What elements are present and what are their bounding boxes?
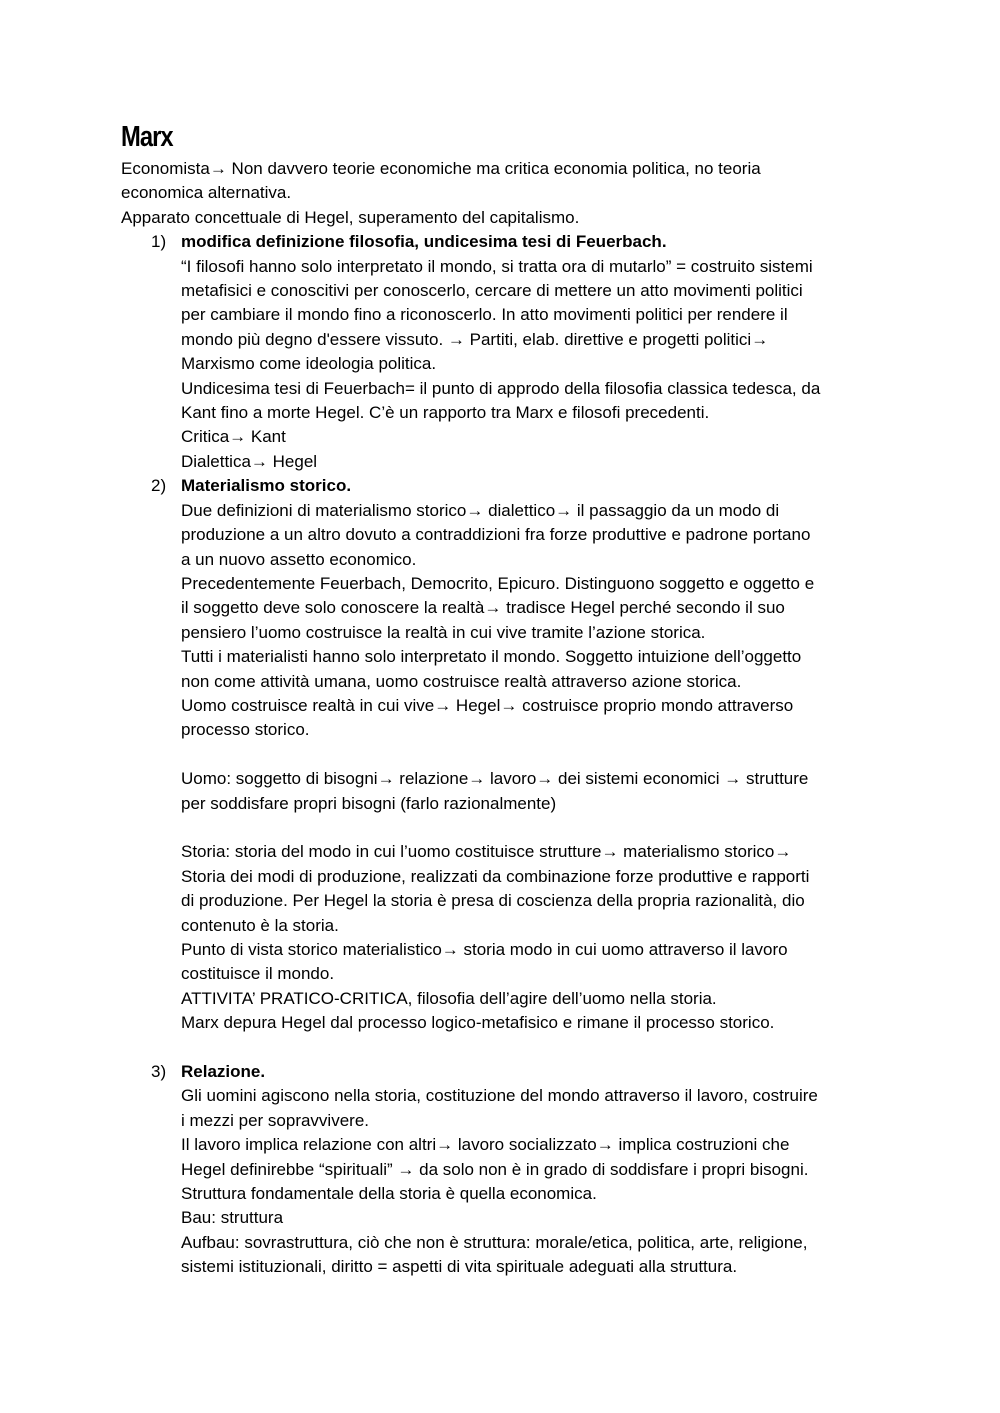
blank-line xyxy=(181,1036,881,1060)
body-line: Struttura fondamentale della storia è quella economica. xyxy=(181,1184,597,1204)
body-line: Storia dei modi di produzione, realizzati da combinazione forze produttive e rapporti xyxy=(181,866,810,886)
list-item-heading: Relazione. xyxy=(181,1061,266,1081)
document-title: Marx xyxy=(121,121,173,153)
body-line: produzione a un altro dovuto a contraddizioni fra forze produttive e padrone portano xyxy=(181,525,811,545)
body-line: “I filosofi hanno solo interpretato il mondo, si tratta ora di mutarlo” = costruito sistemi xyxy=(181,256,813,276)
intro-line: Economista→ Non davvero teorie economiche ma critica economia politica, no teoria xyxy=(121,159,761,178)
list-item xyxy=(121,230,881,474)
numbered-list xyxy=(121,230,881,1279)
body-line: non come attività umana, uomo costruisce realtà attraverso azione storica. xyxy=(181,671,742,691)
body-line: ATTIVITA’ PRATICO-CRITICA, filosofia dell’agire dell’uomo nella storia. xyxy=(181,988,717,1008)
list-item xyxy=(121,474,881,1060)
body-line: sistemi istituzionali, diritto = aspetti di vita spirituale adeguati alla struttura. xyxy=(181,1257,738,1277)
body-line: Critica→ Kant xyxy=(181,427,286,447)
body-line: Punto di vista storico materialistico→ storia modo in cui uomo attraverso il lavoro xyxy=(181,939,788,959)
body-line: metafisici e conoscitivi per conoscerlo, cercare di mettere un atto movimenti politici xyxy=(181,281,803,301)
body-line: pensiero l’uomo costruisce la realtà in cui vive tramite l’azione storica. xyxy=(181,622,706,642)
blank-line xyxy=(181,816,881,840)
list-item-heading: modifica definizione filosofia, undicesima tesi di Feuerbach. xyxy=(181,232,667,252)
body-line: per cambiare il mondo fino a riconoscerlo. In atto movimenti politici per rendere il xyxy=(181,305,788,325)
body-line: Bau: struttura xyxy=(181,1208,284,1228)
list-item xyxy=(121,1060,881,1280)
intro-line: Apparato concettuale di Hegel, superamento del capitalismo. xyxy=(121,207,580,227)
body-line: Kant fino a morte Hegel. C’è un rapporto tra Marx e filosofi precedenti. xyxy=(181,403,710,423)
document-page xyxy=(121,117,881,1280)
body-line: costituisce il mondo. xyxy=(181,964,335,984)
body-line: a un nuovo assetto economico. xyxy=(181,549,417,569)
body-line: Dialettica→ Hegel xyxy=(181,451,318,471)
body-line: Aufbau: sovrastruttura, ciò che non è struttura: morale/etica, politica, arte, religione, xyxy=(181,1232,808,1252)
body-line: Storia: storia del modo in cui l’uomo costituisce strutture→ materialismo storico→ xyxy=(181,842,792,862)
body-line: il soggetto deve solo conoscere la realtà→ tradisce Hegel perché secondo il suo xyxy=(181,598,785,618)
body-line: Il lavoro implica relazione con altri→ lavoro socializzato→ implica costruzioni che xyxy=(181,1135,790,1155)
body-line: Gli uomini agiscono nella storia, costituzione del mondo attraverso il lavoro, costruire xyxy=(181,1086,818,1106)
list-item-number: 2) xyxy=(151,476,167,496)
body-line: di produzione. Per Hegel la storia è presa di coscienza della propria razionalità, dio xyxy=(181,891,805,911)
body-line: Tutti i materialisti hanno solo interpretato il mondo. Soggetto intuizione dell’oggetto xyxy=(181,647,802,667)
body-line: Uomo costruisce realtà in cui vive→ Hegel→ costruisce proprio mondo attraverso xyxy=(181,695,794,715)
body-line: Uomo: soggetto di bisogni→ relazione→ lavoro→ dei sistemi economici → strutture xyxy=(181,769,809,789)
body-line: Undicesima tesi di Feuerbach= il punto di approdo della filosofia classica tedesca, da xyxy=(181,378,821,398)
body-line: per soddisfare propri bisogni (farlo razionalmente) xyxy=(181,793,557,813)
body-line: mondo più degno d'essere vissuto. → Partiti, elab. direttive e progetti politici→ xyxy=(181,329,769,349)
body-line: Marx depura Hegel dal processo logico-metafisico e rimane il processo storico. xyxy=(181,1013,775,1033)
body-line: i mezzi per sopravvivere. xyxy=(181,1110,370,1130)
body-line: Hegel definirebbe “spirituali” → da solo non è in grado di soddisfare i propri bisogni. xyxy=(181,1159,809,1179)
body-line: Marxismo come ideologia politica. xyxy=(181,354,437,374)
blank-line xyxy=(181,743,881,767)
list-item-heading: Materialismo storico. xyxy=(181,476,352,496)
body-line: Due definizioni di materialismo storico→ dialettico→ il passaggio da un modo di xyxy=(181,500,780,520)
list-item-number: 3) xyxy=(151,1061,167,1081)
body-line: processo storico. xyxy=(181,720,310,740)
intro-section xyxy=(121,157,881,230)
list-item-number: 1) xyxy=(151,232,167,252)
body-line: Precedentemente Feuerbach, Democrito, Epicuro. Distinguono soggetto e oggetto e xyxy=(181,573,815,593)
body-line: contenuto è la storia. xyxy=(181,915,339,935)
intro-line: economica alternativa. xyxy=(121,183,292,203)
